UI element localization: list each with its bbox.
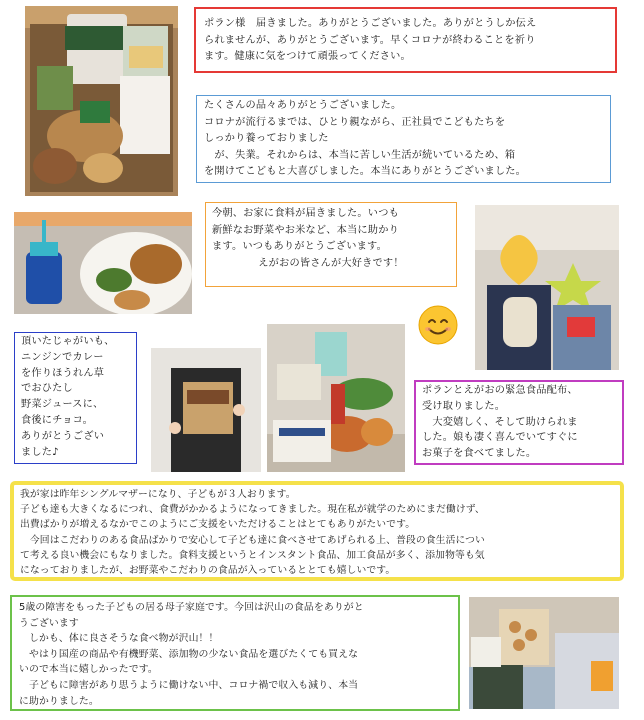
message-card-5 bbox=[414, 380, 624, 465]
message-line: しかも、体に良さそうな食べ物が沢山！！ bbox=[19, 633, 219, 645]
message-line: しっかり養っておりました bbox=[204, 133, 329, 144]
groceries-pile-photo bbox=[267, 324, 405, 472]
message-card-4 bbox=[14, 332, 137, 464]
message-line: を開けてこどもと大喜びしました。本当にありがとうございました。 bbox=[204, 166, 527, 177]
message-line: 食後にチョコ。 bbox=[21, 414, 93, 426]
message-line: 頂いたじゃがいも、 bbox=[21, 336, 115, 347]
children-with-snacks-photo bbox=[469, 597, 619, 709]
message-line: でおひたし bbox=[21, 383, 73, 395]
message-line: いので本当に嬉しかったです。 bbox=[19, 664, 158, 676]
message-line: が、失業。それからは、本当に苦しい生活が続いているため、箱 bbox=[204, 149, 516, 161]
message-line: 出費ばかりが増えるなかでこのようにご支援をいただけることはとてもありがたいです。 bbox=[20, 519, 416, 531]
message-line: やはり国産の商品や有機野菜、添加物の少ない食品を選びたくても買えな bbox=[19, 648, 359, 660]
message-card-6 bbox=[10, 481, 624, 581]
message-line: コロナが流行るまでは、ひとり親ながら、正社員でこどもたちを bbox=[204, 116, 506, 128]
message-line: 子どもに障害があり思うように働けない中、コロナ禍で収入も減り、本当 bbox=[19, 679, 359, 691]
message-line: ます。いつもありがとうございます。 bbox=[212, 241, 387, 252]
message-line: て考える良い機会にもなりました。食料支援というとインスタント食品、加工食品が多く、添加物等も気 bbox=[20, 549, 485, 561]
message-line: に助かりました。 bbox=[19, 695, 99, 707]
message-line: した。娘も凄く喜んでいてすぐに bbox=[422, 432, 578, 444]
message-line: ポラン様 届きました。ありがとうございました。ありがとうしか伝え bbox=[204, 18, 537, 29]
two-children-photo bbox=[475, 205, 619, 370]
message-line: えがおの皆さんが大好きです！ bbox=[258, 257, 404, 269]
message-line: ありがとうござい bbox=[21, 430, 105, 442]
message-line: になっておりましたが、お野菜やこだわりの食品が入っているととても嬉しいです。 bbox=[20, 565, 396, 577]
child-holding-snack-photo bbox=[151, 348, 261, 472]
message-card-1 bbox=[194, 7, 617, 73]
message-line: たくさんの品々ありがとうございました。 bbox=[204, 100, 402, 111]
message-line: 野菜ジュースに、 bbox=[21, 399, 104, 411]
message-line: 子ども達も大きくなるにつれ、食費がかかるようになってきました。現在私が就学のためにまだ働けず、 bbox=[20, 504, 485, 516]
message-line: お菓子を食べてました。 bbox=[422, 448, 537, 460]
smile-emoji-icon bbox=[418, 305, 458, 345]
curry-plate-photo bbox=[14, 212, 192, 314]
message-line: ます。健康に気をつけて頑張ってください。 bbox=[204, 51, 411, 62]
message-line: 5歳の障害をもった子どもの居る母子家庭です。今回は沢山の食品をありがと bbox=[19, 602, 364, 613]
message-line: を作りほうれん草 bbox=[21, 367, 105, 379]
message-line: 大変嬉しく、そして助けられま bbox=[422, 416, 578, 428]
message-line: られませんが、ありがとうございます。早くコロナが終わることを祈り bbox=[204, 34, 536, 46]
message-line: 新鮮なお野菜やお米など、本当に助かり bbox=[212, 224, 399, 236]
message-line: 今回はこだわりのある食品ばかりで安心して子ども達に食べさせてあげられる上、普段の食生活につい bbox=[20, 534, 485, 546]
message-line: 我が家は昨年シングルマザーになり、子どもが３人おります。 bbox=[20, 489, 296, 500]
message-line: ニンジンでカレー bbox=[21, 351, 104, 363]
message-line: ました♪ bbox=[21, 446, 59, 458]
message-card-2 bbox=[196, 95, 611, 183]
message-line: 受け取りました。 bbox=[422, 400, 506, 412]
message-line: ポランとえがおの緊急食品配布、 bbox=[422, 385, 578, 396]
food-box-photo bbox=[25, 6, 178, 196]
message-card-3 bbox=[205, 202, 457, 287]
message-card-7 bbox=[10, 595, 460, 711]
message-line: うございます bbox=[19, 617, 79, 629]
message-line: 今朝、お家に食料が届きました。いつも bbox=[212, 208, 399, 219]
